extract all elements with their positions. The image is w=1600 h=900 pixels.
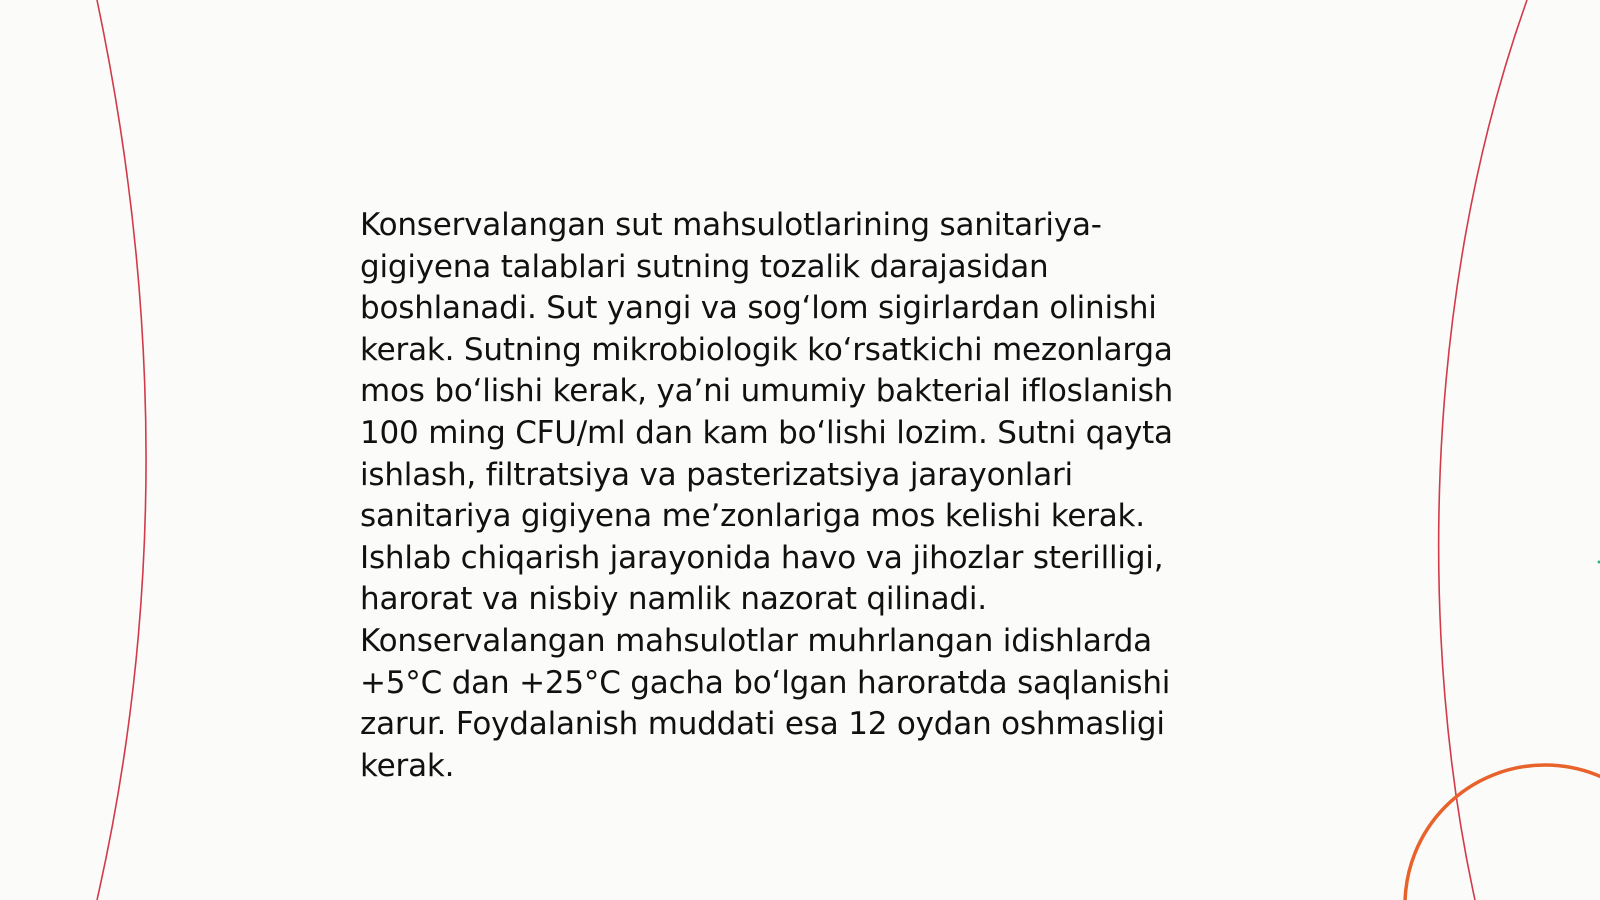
text-line: zarur. Foydalanish muddati esa 12 oydan oshmasligi <box>360 706 1165 743</box>
text-line: 100 ming CFU/ml dan kam bo‘lishi lozim. Sutni qayta <box>360 414 1173 451</box>
text-line: boshlanadi. Sut yangi va sog‘lom sigirlardan olinishi <box>360 290 1157 327</box>
body-paragraph <box>360 205 1230 787</box>
text-line: Ishlab chiqarish jarayonida havo va jihozlar sterilligi, <box>360 539 1164 576</box>
accent-circle-arc <box>1405 765 1600 900</box>
text-line: Konservalangan mahsulotlar muhrlangan idishlarda <box>360 622 1152 659</box>
text-line: +5°C dan +25°C gacha bo‘lgan haroratda saqlanishi <box>360 664 1171 701</box>
text-line: mos bo‘lishi kerak, ya’ni umumiy bakterial ifloslanish <box>360 373 1174 410</box>
right-curve-line <box>1439 0 1527 900</box>
left-curve-line <box>97 0 146 900</box>
text-line: ishlash, filtratsiya va pasterizatsiya jarayonlari <box>360 456 1073 493</box>
text-line: sanitariya gigiyena me’zonlariga mos kelishi kerak. <box>360 498 1145 535</box>
text-line: Konservalangan sut mahsulotlarining sanitariya- <box>360 207 1102 243</box>
text-line: harorat va nisbiy namlik nazorat qilinadi. <box>360 581 987 618</box>
text-line: kerak. <box>360 747 455 784</box>
text-line: gigiyena talablari sutning tozalik darajasidan <box>360 248 1049 285</box>
text-line: kerak. Sutning mikrobiologik ko‘rsatkichi mezonlarga <box>360 331 1173 368</box>
